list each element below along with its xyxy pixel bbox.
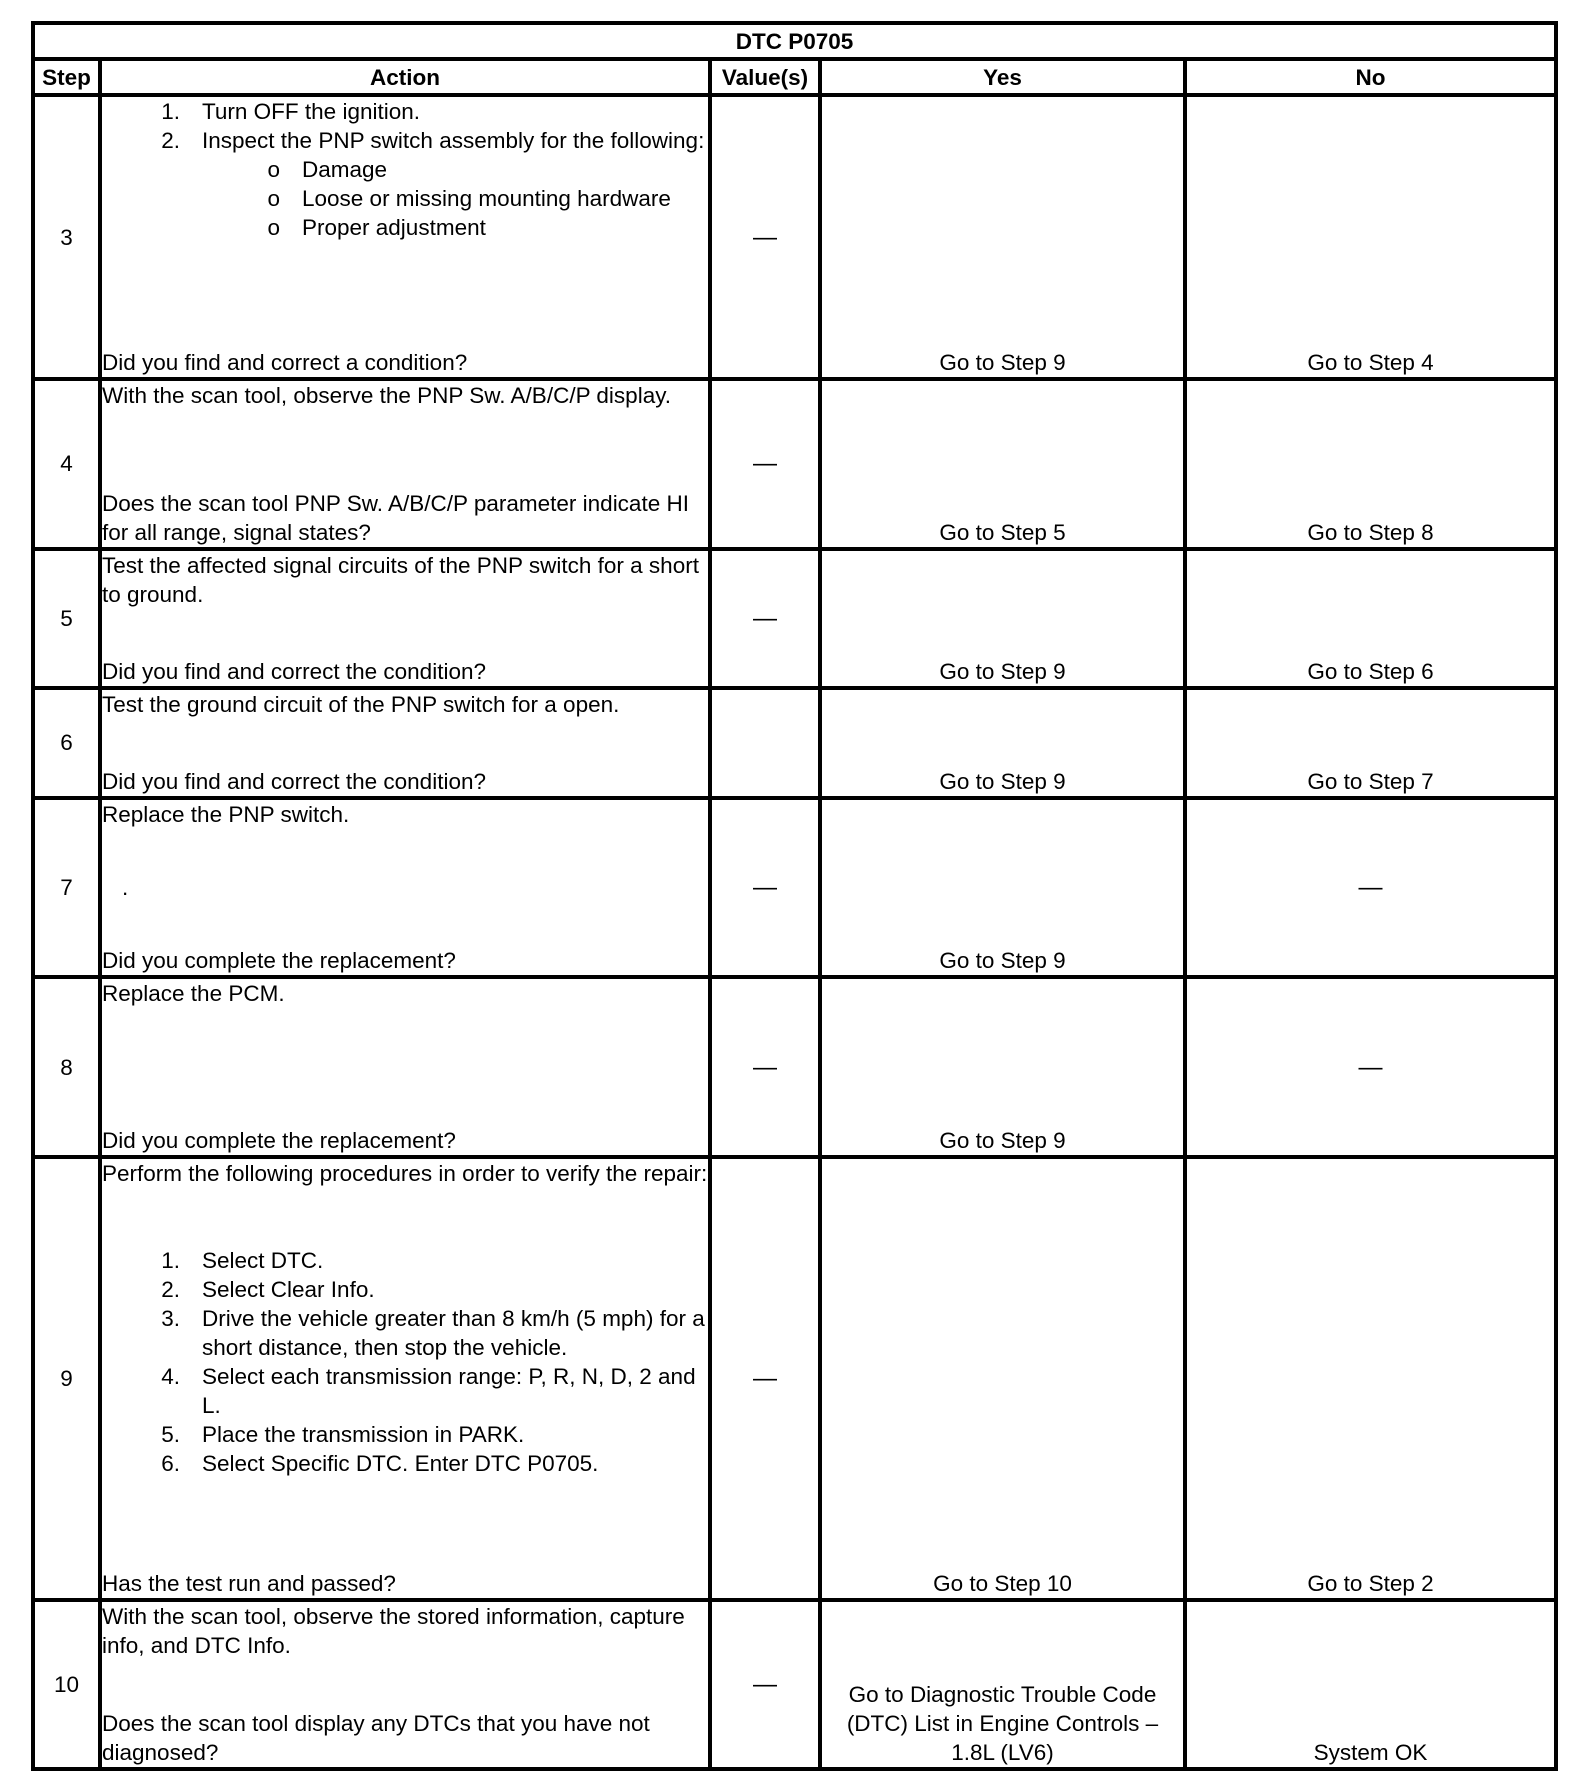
no-cell: — <box>1185 798 1556 977</box>
header-values: Value(s) <box>710 59 820 95</box>
value-cell: — <box>710 549 820 688</box>
list-item: o Damage <box>267 157 388 183</box>
table-row <box>33 1600 1556 1769</box>
bullet-list <box>102 155 708 242</box>
yes-cell: Go to Diagnostic Trouble Code (DTC) List in Engine Controls – 1.8L (LV6) <box>820 1600 1185 1769</box>
step-number: 8 <box>33 977 100 1156</box>
step-number: 5 <box>33 549 100 688</box>
value-cell: — <box>710 1157 820 1600</box>
dtc-table <box>31 21 1558 1771</box>
yes-cell: Go to Step 9 <box>820 688 1185 799</box>
action-cell <box>100 798 710 977</box>
no-cell: Go to Step 7 <box>1185 688 1556 799</box>
table-title: DTC P0705 <box>33 23 1556 59</box>
step-number: 9 <box>33 1157 100 1600</box>
action-text: Test the ground circuit of the PNP switch for a open. <box>102 691 620 717</box>
no-cell: Go to Step 6 <box>1185 549 1556 688</box>
action-text: Replace the PNP switch. <box>102 802 350 828</box>
no-cell: Go to Step 4 <box>1185 95 1556 379</box>
yes-cell: Go to Step 9 <box>820 977 1185 1156</box>
yes-cell: Go to Step 9 <box>820 95 1185 379</box>
header-no: No <box>1185 59 1556 95</box>
step-number: 3 <box>33 95 100 379</box>
yes-cell: Go to Step 9 <box>820 798 1185 977</box>
list-item: 2. Select Clear Info. <box>161 1276 375 1302</box>
action-cell <box>100 1600 710 1769</box>
header-step: Step <box>33 59 100 95</box>
yes-cell: Go to Step 5 <box>820 379 1185 548</box>
step-number: 10 <box>33 1600 100 1769</box>
action-question: Did you find and correct the condition? <box>102 658 486 684</box>
action-question: Does the scan tool PNP Sw. A/B/C/P parameter indicate HI for all range, signal states? <box>102 490 689 545</box>
list-item: 2. Inspect the PNP switch assembly for the following: <box>161 128 705 154</box>
yes-cell: Go to Step 9 <box>820 549 1185 688</box>
action-cell <box>100 1157 710 1600</box>
table-row <box>33 798 1556 977</box>
value-cell: — <box>710 95 820 379</box>
action-question: Did you complete the replacement? <box>102 1127 456 1153</box>
list-item: 6. Select Specific DTC. Enter DTC P0705. <box>161 1450 599 1476</box>
list-item: 5. Place the transmission in PARK. <box>161 1421 525 1447</box>
action-cell <box>100 977 710 1156</box>
action-cell <box>100 688 710 799</box>
no-cell: Go to Step 8 <box>1185 379 1556 548</box>
yes-cell: Go to Step 10 <box>820 1157 1185 1600</box>
value-cell: — <box>710 379 820 548</box>
list-item: 4. Select each transmission range: P, R, N, D, 2 and L. <box>161 1363 696 1418</box>
action-cell <box>100 549 710 688</box>
value-cell: — <box>710 1600 820 1769</box>
no-cell: Go to Step 2 <box>1185 1157 1556 1600</box>
step-number: 7 <box>33 798 100 977</box>
procedure-list <box>102 1246 708 1478</box>
table-row <box>33 1157 1556 1600</box>
list-item: 3. Drive the vehicle greater than 8 km/h (5 mph) for a short distance, then stop the vehicle. <box>161 1305 705 1360</box>
action-text: Replace the PCM. <box>102 981 285 1007</box>
value-cell: — <box>710 798 820 977</box>
table-row <box>33 549 1556 688</box>
action-cell <box>100 95 710 379</box>
value-cell <box>710 688 820 799</box>
list-item: o Proper adjustment <box>267 215 486 241</box>
action-text: With the scan tool, observe the PNP Sw. A/B/C/P display. <box>102 383 672 409</box>
no-cell: System OK <box>1185 1600 1556 1769</box>
step-number: 6 <box>33 688 100 799</box>
no-cell: — <box>1185 977 1556 1156</box>
header-yes: Yes <box>820 59 1185 95</box>
table-row <box>33 95 1556 379</box>
table-row <box>33 688 1556 799</box>
action-question: Does the scan tool display any DTCs that you have not diagnosed? <box>102 1711 650 1765</box>
action-question: Did you complete the replacement? <box>102 948 456 974</box>
table-row <box>33 977 1556 1156</box>
list-item: 1. Select DTC. <box>161 1247 324 1273</box>
list-item: o Loose or missing mounting hardware <box>267 186 671 212</box>
action-cell <box>100 379 710 548</box>
action-text: Perform the following procedures in order to verify the repair: <box>102 1160 708 1186</box>
list-item: 1. Turn OFF the ignition. <box>161 99 421 125</box>
action-question: Did you find and correct the condition? <box>102 769 486 795</box>
action-text: Test the affected signal circuits of the PNP switch for a short to ground. <box>102 552 699 607</box>
action-dot: . <box>122 875 129 901</box>
header-action: Action <box>100 59 710 95</box>
table-row <box>33 379 1556 548</box>
procedure-list <box>102 97 708 155</box>
value-cell: — <box>710 977 820 1156</box>
action-question: Did you find and correct a condition? <box>102 350 468 376</box>
step-number: 4 <box>33 379 100 548</box>
action-text: With the scan tool, observe the stored information, capture info, and DTC Info. <box>102 1603 685 1658</box>
action-question: Has the test run and passed? <box>102 1570 396 1596</box>
